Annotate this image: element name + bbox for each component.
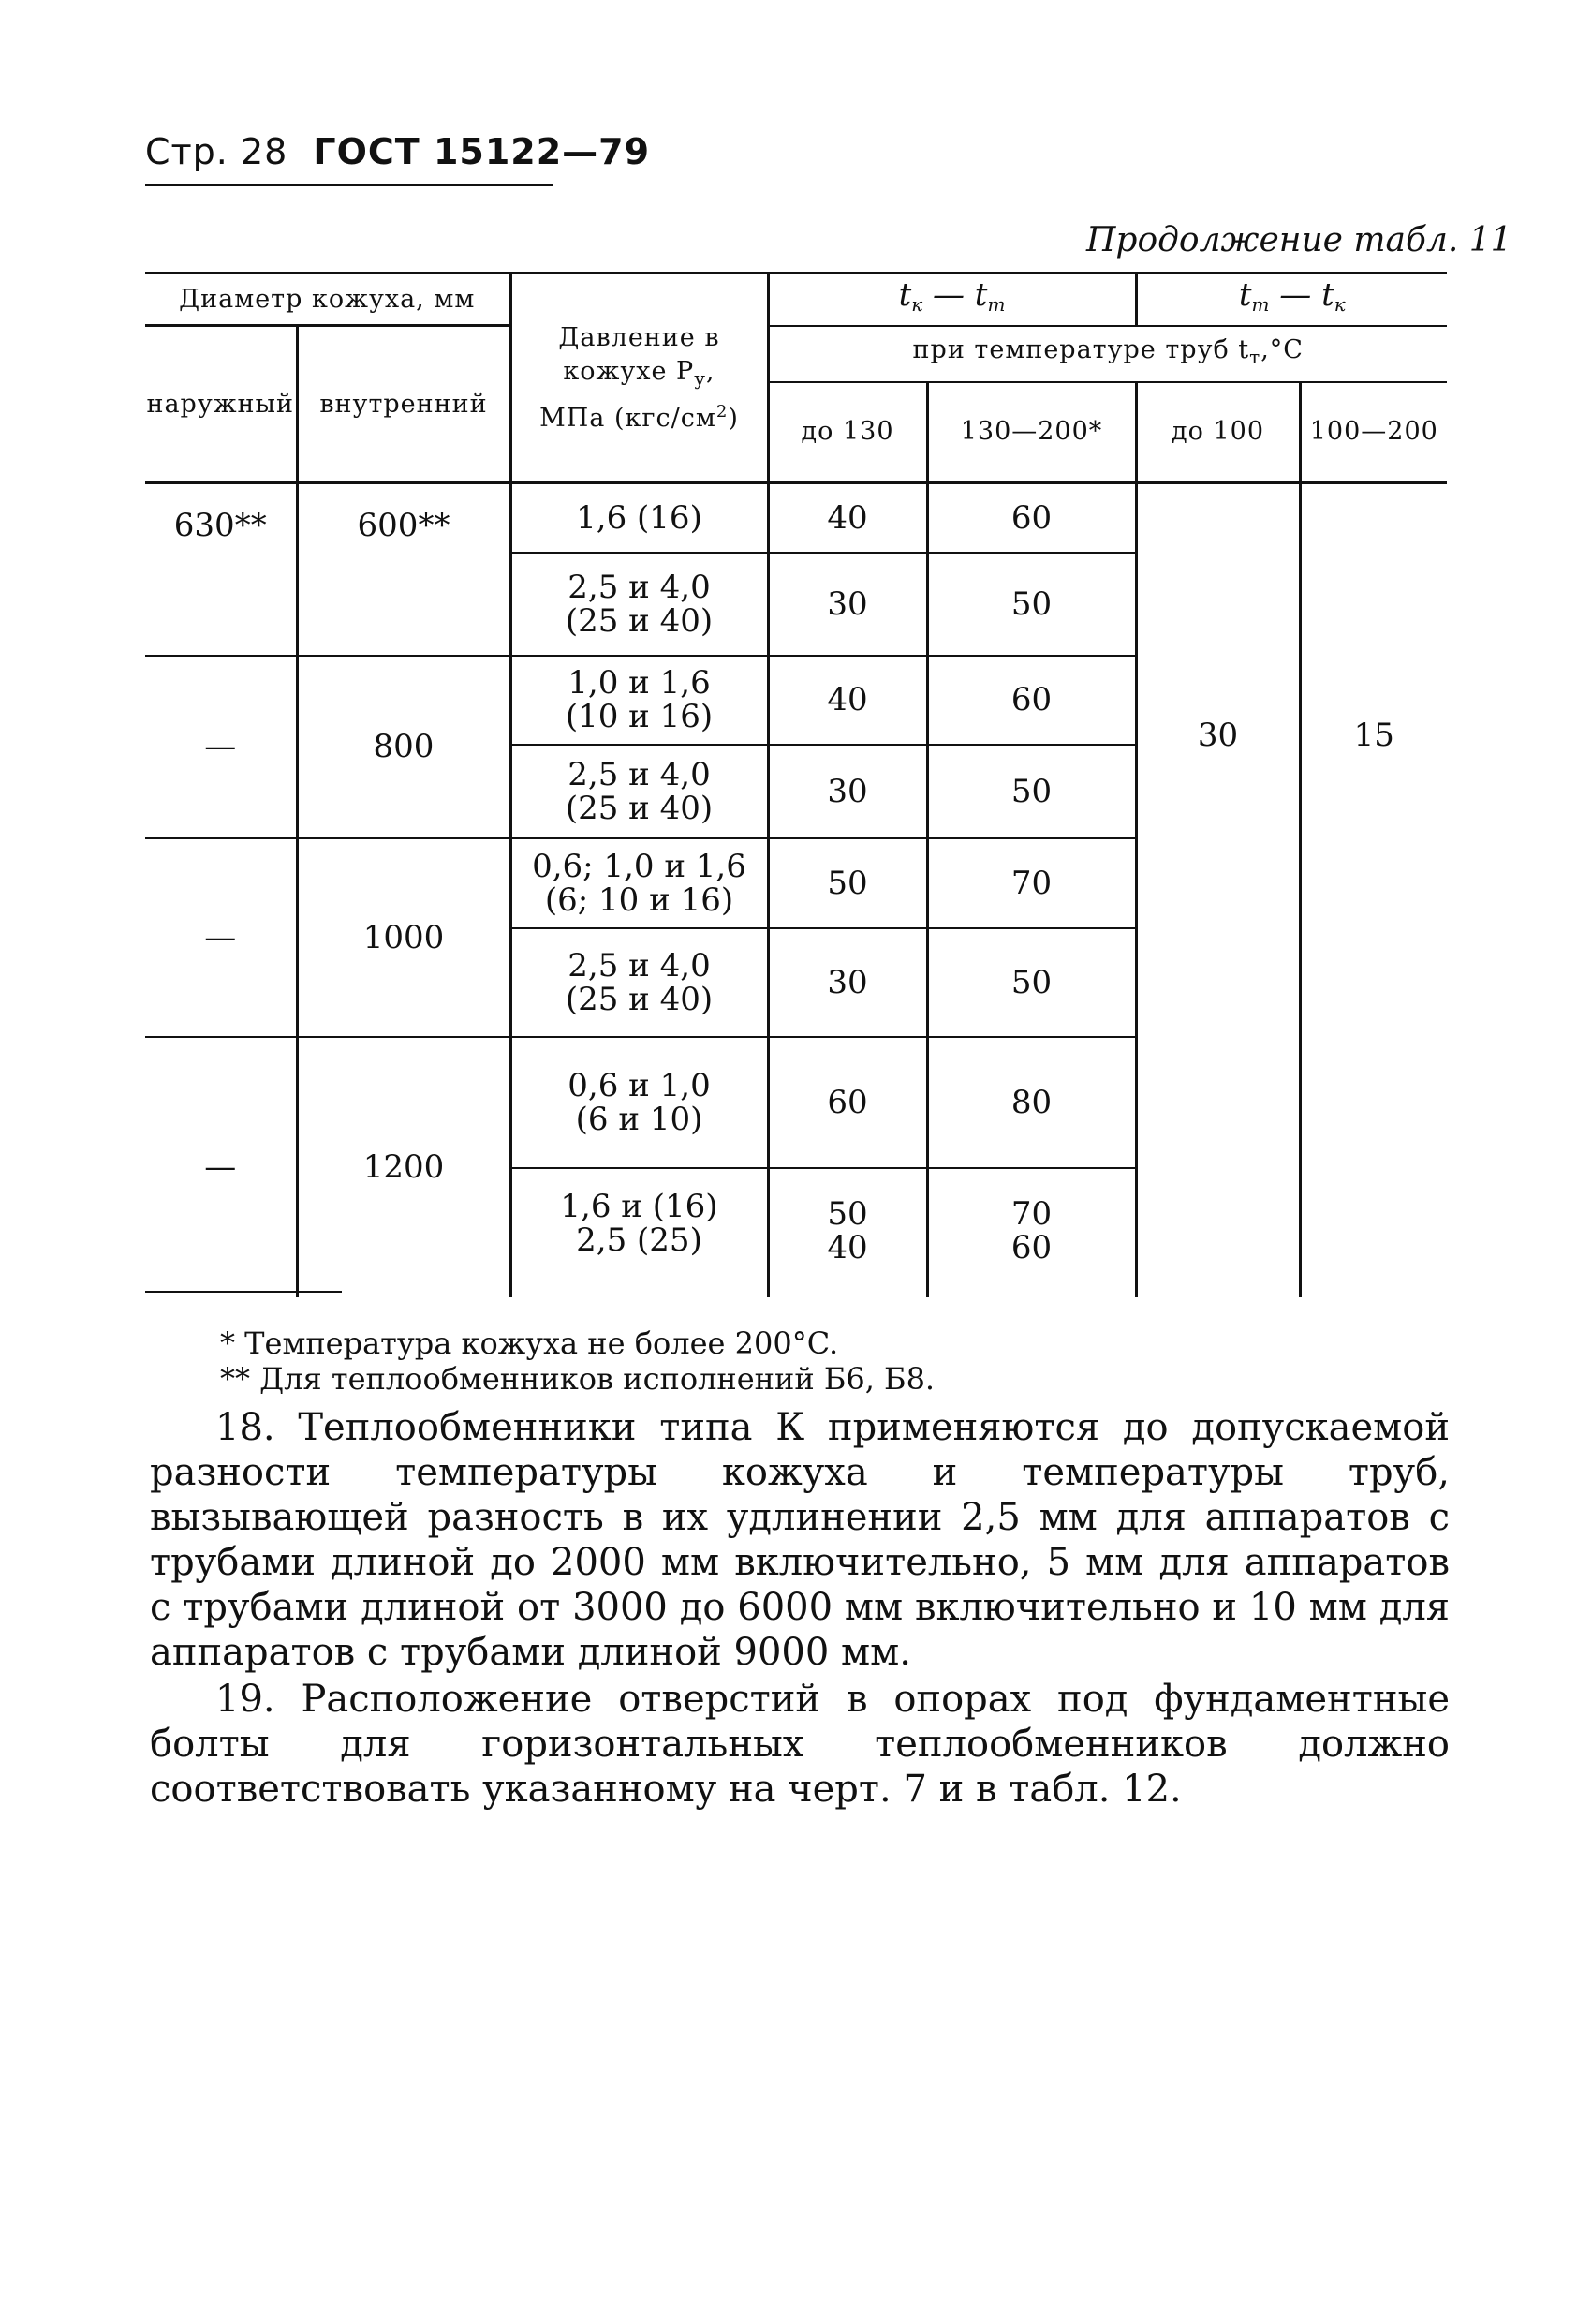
value-cell: 50: [927, 553, 1136, 656]
value-cell: 50: [927, 928, 1136, 1037]
inner-diameter-header: внутренний: [297, 326, 510, 483]
pressure-cell: 2,5 и 4,0 (25 и 40): [510, 745, 768, 838]
table-continuation-label: Продолжение табл. 11: [1086, 221, 1512, 259]
value-cell: 60: [927, 656, 1136, 745]
pressure-cell: 0,6; 1,0 и 1,6 (6; 10 и 16): [510, 838, 768, 928]
value-cell: 70: [927, 838, 1136, 928]
inner-diameter-cell: 600**: [297, 483, 510, 656]
pressure-cell: 0,6 и 1,0 (6 и 10): [510, 1037, 768, 1168]
spec-table: [145, 272, 1447, 1297]
value-cell: 40: [768, 656, 927, 745]
value-cell: 50: [768, 838, 927, 928]
inner-diameter-cell: 800: [297, 656, 510, 838]
col-100-200: 100—200: [1300, 382, 1447, 483]
outer-diameter-cell: —: [145, 1037, 297, 1297]
footnote-2: ** Для теплообменников исполнений Б6, Б8.: [220, 1361, 936, 1397]
footnotes: [220, 1325, 935, 1397]
value-cell: 50 40: [768, 1168, 927, 1297]
delta-t-shell-header: $t_к$ — $t_т$: [768, 274, 1136, 326]
value-cell: 40: [768, 483, 927, 553]
pressure-cell: 2,5 и 4,0 (25 и 40): [510, 928, 768, 1037]
pressure-cell: 1,6 (16): [510, 483, 768, 553]
page-header: [145, 131, 650, 172]
col-130-200: 130—200*: [927, 382, 1136, 483]
pressure-cell: 2,5 и 4,0 (25 и 40): [510, 553, 768, 656]
merged-value-cell: 30: [1136, 483, 1300, 1297]
outer-diameter-cell: —: [145, 838, 297, 1037]
pressure-header: Давление в кожухе $P_у$, МПа $(кгс/см^2)$: [510, 274, 768, 483]
value-cell: 30: [768, 745, 927, 838]
pressure-cell: 1,0 и 1,6 (10 и 16): [510, 656, 768, 745]
inner-diameter-cell: 1200: [297, 1037, 510, 1297]
pressure-cell: 1,6 и (16) 2,5 (25): [510, 1168, 768, 1297]
col-up-to-100: до 100: [1136, 382, 1300, 483]
value-cell: 80: [927, 1037, 1136, 1168]
inner-diameter-cell: 1000: [297, 838, 510, 1037]
page-number: Стр. 28: [145, 131, 288, 172]
value-cell: 60: [768, 1037, 927, 1168]
header-rule: [145, 184, 553, 186]
delta-t-tube-header: $t_т$ — $t_к$: [1136, 274, 1447, 326]
paragraph-19: 19. Расположение отверстий в опорах под фундаментные болты для горизонтальных теплообменников должно соответствовать указанному на черт. 7 и в табл. 12.: [150, 1678, 1450, 1811]
value-cell: 60: [927, 483, 1136, 553]
tube-temperature-header: при температуре труб $t_т,^\circ C$: [768, 326, 1447, 382]
footnote-rule: [145, 1291, 342, 1293]
outer-diameter-cell: —: [145, 656, 297, 838]
outer-diameter-header: наружный: [145, 326, 297, 483]
footnote-1: * Температура кожуха не более 200°C.: [220, 1325, 839, 1361]
outer-diameter-cell: 630**: [145, 483, 297, 656]
merged-value-cell: 15: [1353, 717, 1394, 754]
standard-id: ГОСТ 15122—79: [313, 131, 651, 172]
paragraph-18: 18. Теплообменники типа К применяются до допускаемой разности температуры кожуха и температуры труб, вызывающей разность в их удлинении 2,5 мм для аппаратов с трубами длиной до 2000 мм включительно, 5 мм для аппаратов с трубами длиной от 3000 до 6000 мм включительно и 10 мм для аппаратов с трубами длиной 9000 мм.: [150, 1406, 1450, 1674]
value-cell: 50: [927, 745, 1136, 838]
value-cell: 30: [768, 928, 927, 1037]
value-cell: 70 60: [927, 1168, 1136, 1297]
col-up-to-130: до 130: [768, 382, 927, 483]
value-cell: 30: [768, 553, 927, 656]
diameter-header: Диаметр кожуха, мм: [145, 274, 510, 326]
